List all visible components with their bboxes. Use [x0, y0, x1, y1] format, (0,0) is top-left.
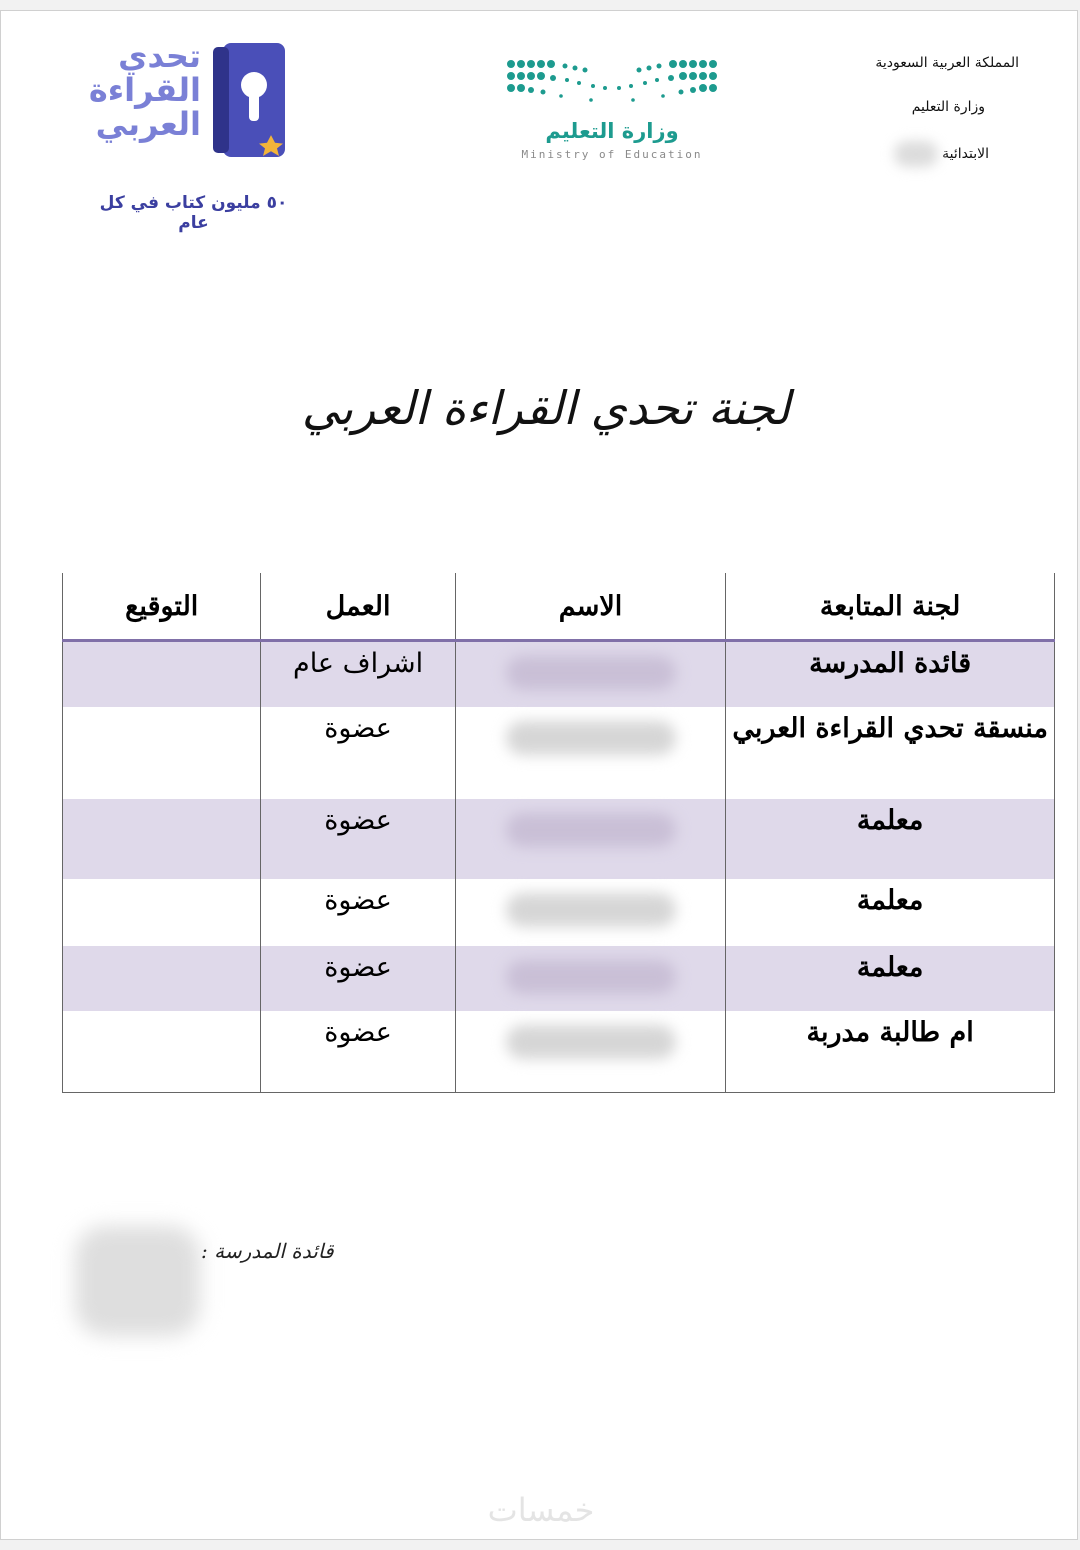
row-work: عضوة — [261, 879, 455, 946]
row-name — [455, 707, 725, 799]
row-work: عضوة — [261, 707, 455, 799]
document-page — [0, 10, 1078, 1540]
table-row — [63, 707, 1055, 799]
row-name — [455, 641, 725, 707]
redacted-name — [506, 813, 676, 847]
redacted-name — [506, 721, 676, 755]
header-ministry: وزارة التعليم — [911, 99, 985, 115]
table-row — [63, 799, 1055, 879]
principal-signature-label: قائدة المدرسة : — [201, 1239, 334, 1263]
committee-table — [62, 573, 1055, 1093]
reading-challenge-tagline: ٥٠ مليون كتاب في كل عام — [99, 193, 288, 233]
row-signature — [63, 799, 261, 879]
row-signature — [63, 1011, 261, 1093]
row-work: عضوة — [261, 946, 455, 1011]
table-header-row — [63, 573, 1055, 641]
header-work: العمل — [261, 573, 455, 641]
redacted-name — [506, 656, 676, 690]
redacted-name — [506, 960, 676, 994]
header-signature: التوقيع — [63, 573, 261, 641]
logo-title-line: العربي — [95, 105, 201, 143]
row-name — [455, 879, 725, 946]
row-signature — [63, 946, 261, 1011]
row-signature — [63, 641, 261, 707]
row-work: عضوة — [261, 799, 455, 879]
row-role: منسقة تحدي القراءة العربي — [726, 707, 1055, 799]
row-signature — [63, 707, 261, 799]
table-row — [63, 1011, 1055, 1093]
header-text-block — [799, 53, 1019, 185]
row-signature — [63, 879, 261, 946]
book-keyhole-icon — [209, 37, 289, 167]
table-row — [63, 946, 1055, 1011]
logo-title-line: تحدي — [118, 37, 201, 75]
table-row — [63, 879, 1055, 946]
table-row — [63, 641, 1055, 707]
header-school-label: الابتدائية — [942, 146, 989, 162]
redacted-name — [506, 893, 676, 927]
redacted-name — [506, 1025, 676, 1059]
reading-challenge-logo-title — [88, 37, 201, 143]
page-title: لجنة تحدي القراءة العربي — [301, 381, 791, 435]
header-name: الاسم — [455, 573, 725, 641]
row-name — [455, 799, 725, 879]
row-role: معلمة — [726, 879, 1055, 946]
ministry-dots-icon — [501, 56, 723, 116]
row-role: ام طالبة مدربة — [726, 1011, 1055, 1093]
row-role: معلمة — [726, 946, 1055, 1011]
redacted-school-name — [894, 141, 938, 167]
header-committee: لجنة المتابعة — [726, 573, 1055, 641]
logo-title-line: القراءة — [88, 71, 201, 109]
header-school — [799, 141, 1019, 185]
row-name — [455, 1011, 725, 1093]
row-role: قائدة المدرسة — [726, 641, 1055, 707]
row-name — [455, 946, 725, 1011]
redacted-signature — [75, 1226, 200, 1336]
ministry-logo-arabic: وزارة التعليم — [545, 119, 679, 143]
row-role: معلمة — [726, 799, 1055, 879]
row-work: عضوة — [261, 1011, 455, 1093]
reading-challenge-logo — [88, 33, 301, 233]
watermark: خمسات — [487, 1491, 595, 1529]
ministry-logo — [501, 56, 723, 166]
header-kingdom: المملكة العربية السعودية — [875, 55, 1019, 71]
ministry-logo-english: Ministry of Education — [521, 148, 703, 161]
row-work: اشراف عام — [261, 641, 455, 707]
